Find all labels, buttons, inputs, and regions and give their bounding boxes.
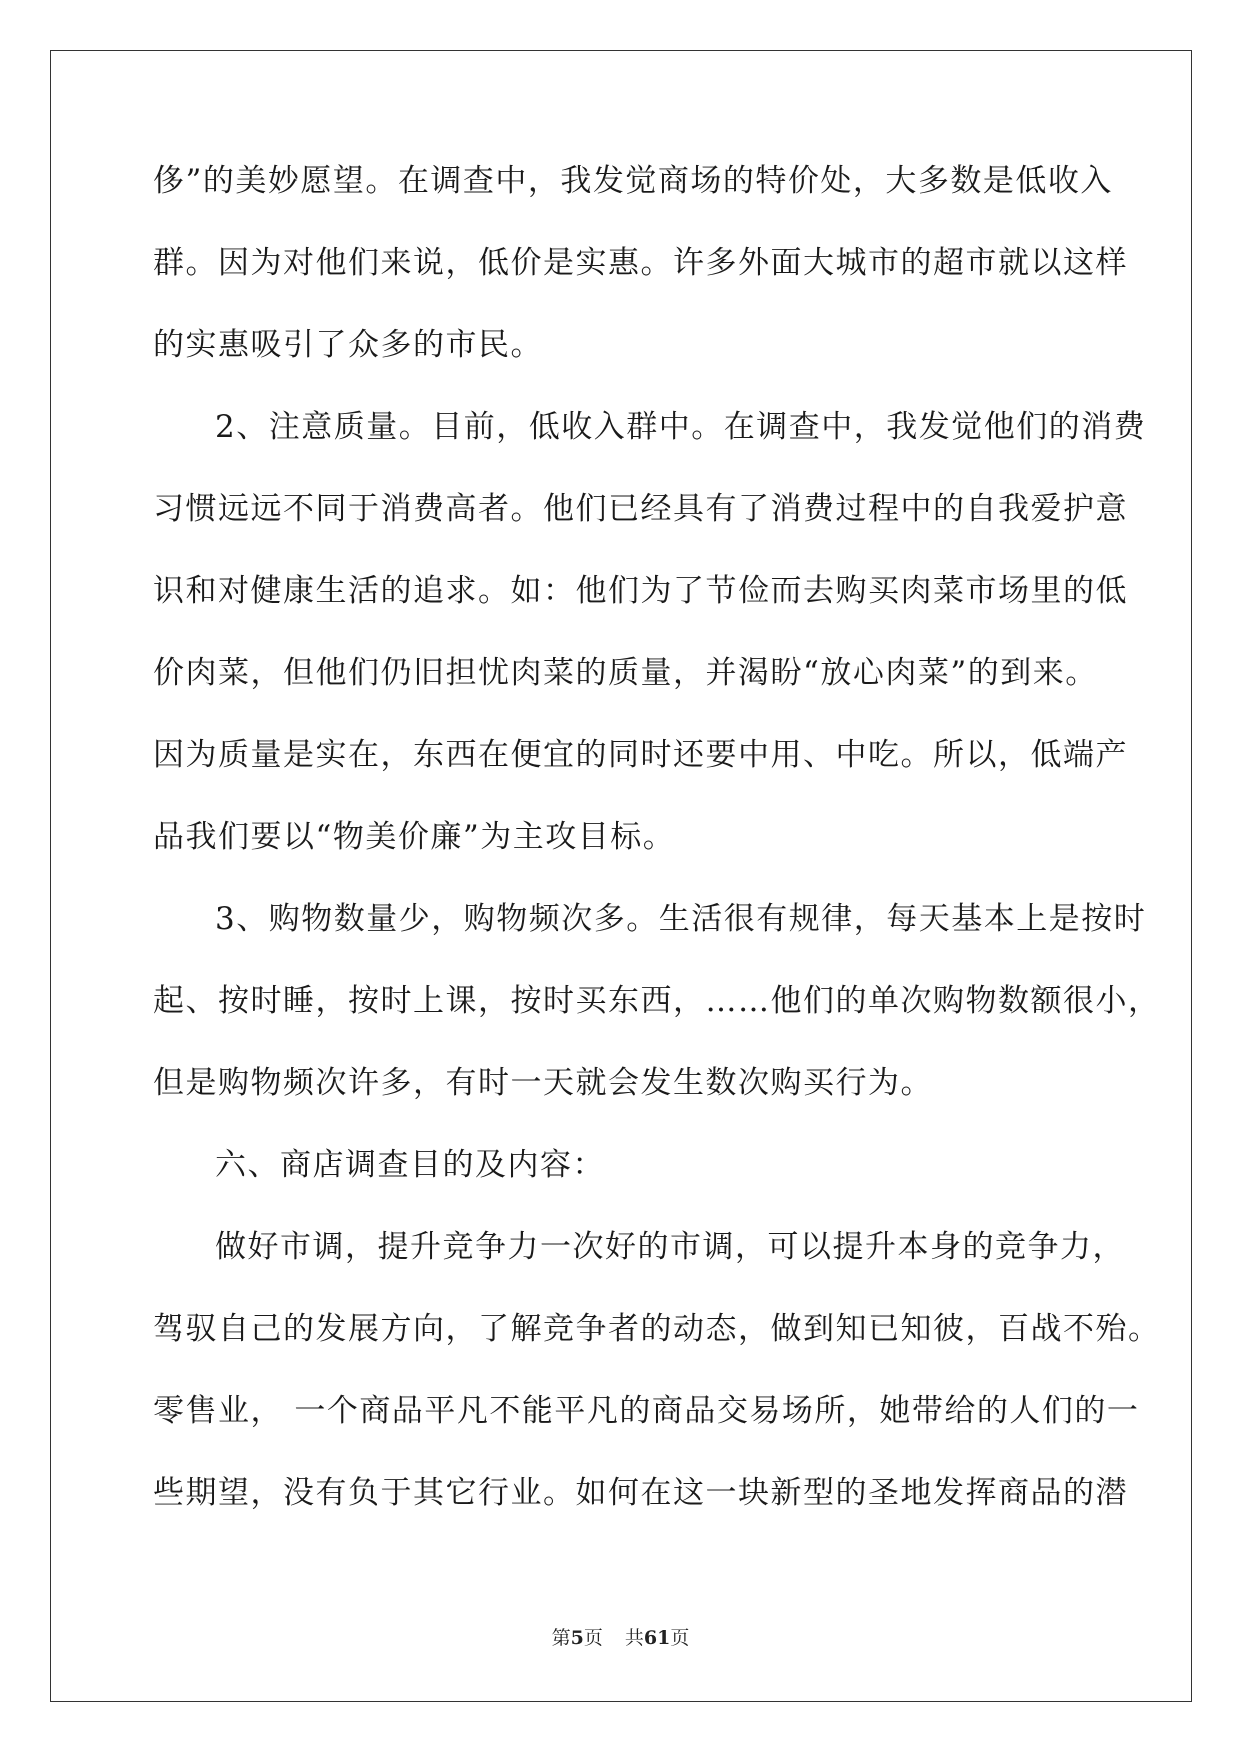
page-number: 5 — [570, 1627, 584, 1649]
text-line-7: 价肉菜，但他们仍旧担忧肉菜的质量，并渴盼“放心肉菜”的到来。 — [153, 655, 1098, 691]
text-line-15: 驾驭自己的发展方向，了解竞争者的动态，做到知已知彼，百战不殆。 — [153, 1311, 1161, 1347]
text-line-1: 侈”的美妙愿望。在调查中，我发觉商场的特价处，大多数是低收入 — [153, 163, 1113, 199]
total-pages: 61 — [643, 1627, 671, 1649]
text-line-3: 的实惠吸引了众多的市民。 — [153, 327, 543, 363]
page-suffix: 页 — [583, 1627, 603, 1649]
text-line-4: 2、注意质量。目前，低收入群中。在调查中，我发觉他们的消费 — [215, 409, 1147, 445]
total-suffix: 页 — [670, 1627, 690, 1649]
text-line-2: 群。因为对他们来说，低价是实惠。许多外面大城市的超市就以这样 — [153, 245, 1128, 281]
text-line-16: 零售业， 一个商品平凡不能平凡的商品交易场所，她带给的人们的一 — [153, 1393, 1140, 1429]
section-heading: 六、商店调查目的及内容： — [215, 1147, 605, 1183]
text-line-17: 些期望，没有负于其它行业。如何在这一块新型的圣地发挥商品的潜 — [153, 1475, 1128, 1511]
text-line-10: 3、购物数量少，购物频次多。生活很有规律，每天基本上是按时 — [215, 901, 1147, 937]
total-prefix: 共 — [624, 1627, 644, 1649]
text-line-12: 但是购物频次许多，有时一天就会发生数次购买行为。 — [153, 1065, 933, 1101]
text-line-9: 品我们要以“物美价廉”为主攻目标。 — [153, 819, 676, 855]
text-line-14: 做好市调，提升竞争力一次好的市调，可以提升本身的竞争力， — [215, 1229, 1125, 1265]
text-line-8: 因为质量是实在，东西在便宜的同时还要中用、中吃。所以，低端产 — [153, 737, 1128, 773]
body-text — [153, 158, 1161, 1552]
text-line-11: 起、按时睡，按时上课，按时买东西，……他们的单次购物数额很小， — [153, 983, 1161, 1019]
page-footer — [0, 1623, 1241, 1650]
text-line-6: 识和对健康生活的追求。如：他们为了节俭而去购买肉菜市场里的低 — [153, 573, 1128, 609]
text-line-5: 习惯远远不同于消费高者。他们已经具有了消费过程中的自我爱护意 — [153, 491, 1128, 527]
page-prefix: 第 — [551, 1627, 571, 1649]
